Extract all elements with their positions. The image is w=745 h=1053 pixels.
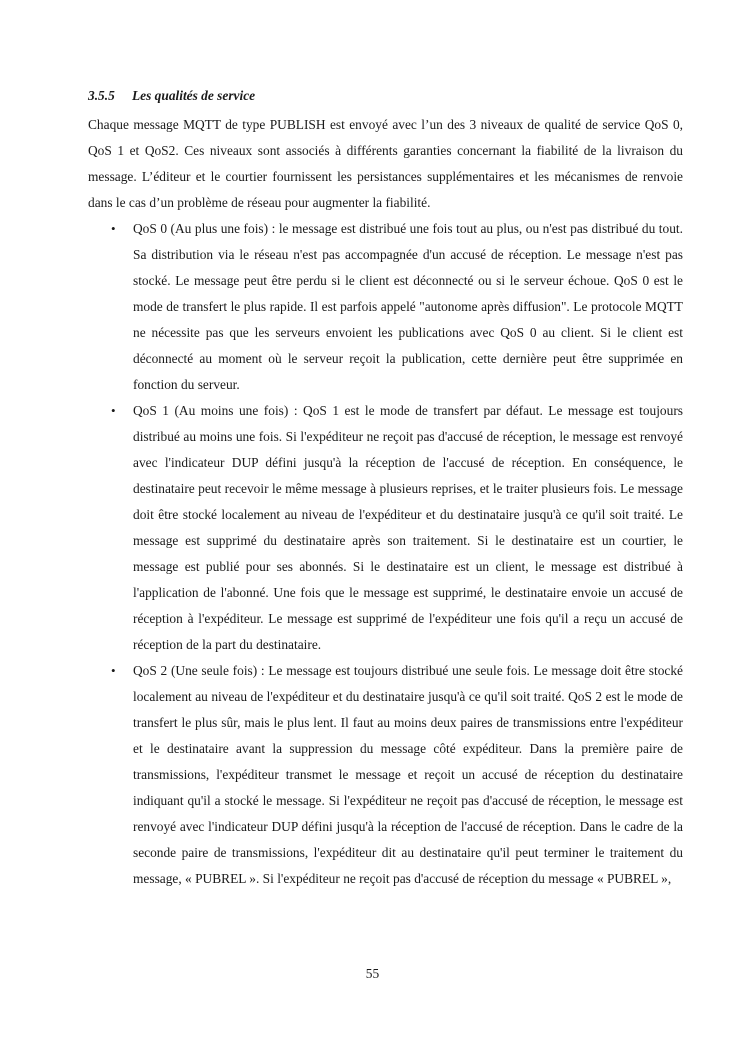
bullet-qos-2 [88,658,683,892]
intro-paragraph: Chaque message MQTT de type PUBLISH est envoyé avec l’un des 3 niveaux de qualité de service QoS 0, QoS 1 et QoS2. Ces niveaux sont associés à différents garanties concernant la fiabilité de la livraison du message. L’éditeur et le courtier fournissent les persistances supplémentaires et les mécanismes de renvoie dans le cas d’un problème de réseau pour augmenter la fiabilité. [88,117,683,210]
section-title: Les qualités de service [132,88,256,103]
document-page [88,86,683,892]
bullet-text: QoS 0 (Au plus une fois) : le message est distribué une fois tout au plus, ou n'est pas distribué du tout. Sa distribution via le réseau n'est pas accompagnée d'un accusé de réception. Le message n'est pas stocké. Le message peut être perdu si le client est déconnecté ou si le serveur échoue. QoS 0 est le mode de transfert le plus rapide. Il est parfois appelé "autonome après diffusion". Le protocole MQTT ne nécessite pas que les serveurs envoient les publications avec QoS 0 au client. Si le client est déconnecté au moment où le serveur reçoit la publication, cette dernière peut être supprimée en fonction du serveur. [133,221,683,392]
bullet-icon: • [111,403,116,418]
section-number: 3.5.5 [88,88,115,103]
bullet-icon: • [111,221,116,236]
bullet-text: QoS 2 (Une seule fois) : Le message est toujours distribué une seule fois. Le message doit être stocké localement au niveau de l'expéditeur et du destinataire jusqu'à ce qu'il soit traité. QoS 2 est le mode de transfert le plus sûr, mais le plus lent. Il faut au moins deux paires de transmissions entre l'expéditeur et le destinataire avant la suppression du message côté expéditeur. Dans la première paire de transmissions, l'expéditeur transmet le message et reçoit un accusé de réception du destinataire indiquant qu'il a stocké le message. Si l'expéditeur ne reçoit pas d'accusé de réception, le message est renvoyé avec l'indicateur DUP défini jusqu'à la réception de l'accusé de réception. Dans le cadre de la seconde paire de transmissions, l'expéditeur dit au destinataire qu'il peut terminer le traitement du message, « PUBREL ». Si l'expéditeur ne reçoit pas d'accusé de réception du message « PUBREL », [133,663,683,886]
bullet-qos-0 [88,216,683,398]
page-number: 55 [365,966,380,981]
bullet-text: QoS 1 (Au moins une fois) : QoS 1 est le mode de transfert par défaut. Le message est toujours distribué au moins une fois. Si l'expéditeur ne reçoit pas d'accusé de réception, le message est renvoyé avec l'indicateur DUP défini jusqu'à la réception de l'accusé de réception. En conséquence, le destinataire peut recevoir le même message à plusieurs reprises, et le traiter plusieurs fois. Le message doit être stocké localement au niveau de l'expéditeur et du destinataire jusqu'à ce qu'il soit traité. Le message est supprimé du destinataire après son traitement. Si le destinataire est un courtier, le message est publié pour ses abonnés. Si le destinataire est un client, le message est distribué à l'application de l'abonné. Une fois que le message est supprimé, le destinataire envoie un accusé de réception à l'expéditeur. Le message est supprimé de l'expéditeur une fois qu'il a reçu un accusé de réception de la part du destinataire. [133,403,683,652]
section-heading [88,86,683,106]
bullet-qos-1 [88,398,683,658]
qos-bullet-list [88,216,683,892]
bullet-icon: • [111,663,116,678]
